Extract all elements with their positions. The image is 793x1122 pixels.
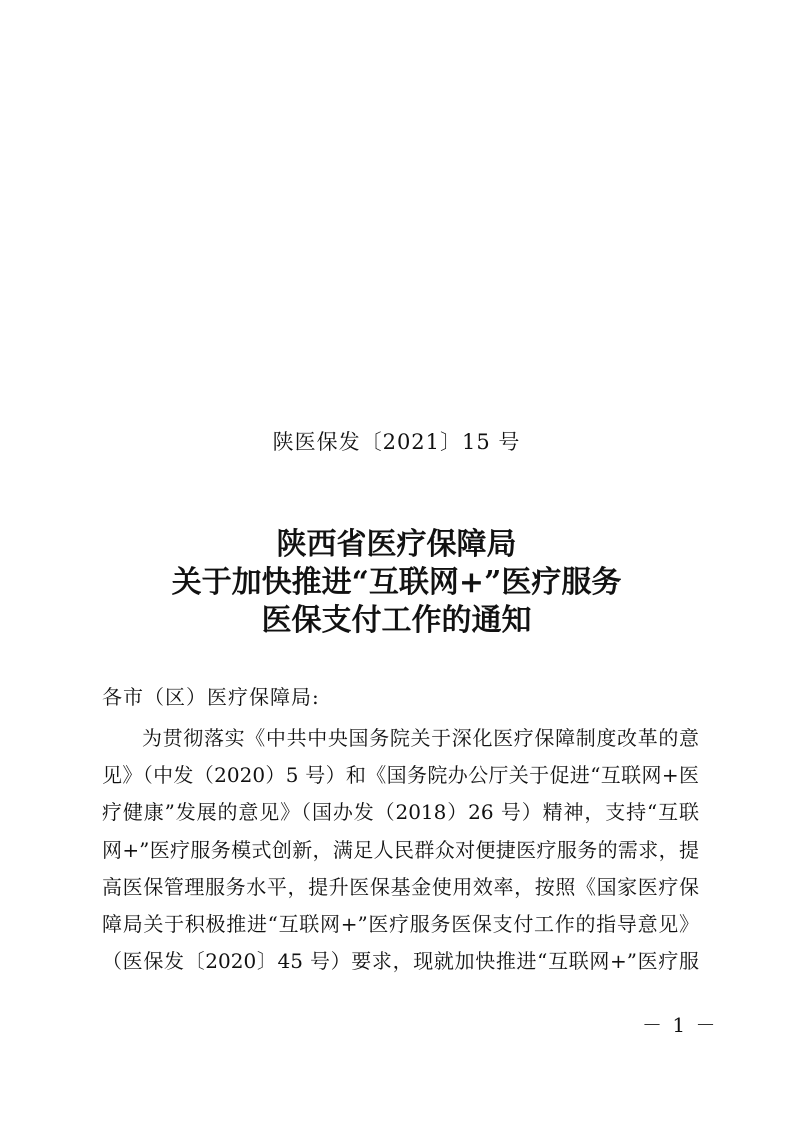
- page-number: － 1 －: [642, 1013, 718, 1037]
- body-line-7: （医保发〔2020〕45 号）要求，现就加快推进“互联网+”医疗服: [102, 949, 699, 974]
- body-paragraph: [102, 720, 699, 980]
- title-line-3: 医保支付工作的通知: [261, 603, 532, 638]
- body-line-2: 见》（中发（2020）5 号）和《国务院办公厅关于促进“互联网+医: [102, 763, 699, 788]
- body-line-5: 高医保管理服务水平，提升医保基金使用效率，按照《国家医疗保: [102, 874, 699, 899]
- salutation: 各市（区）医疗保障局:: [102, 685, 320, 709]
- body-line-4: 网+”医疗服务模式创新，满足人民群众对便捷医疗服务的需求，提: [102, 837, 699, 862]
- title-line-2: 关于加快推进“互联网+”医疗服务: [171, 565, 622, 600]
- body-line-1: 为贯彻落实《中共中央国务院关于深化医疗保障制度改革的意: [142, 726, 699, 750]
- title-line-1: 陕西省医疗保障局: [276, 527, 517, 562]
- document-number: 陕医保发〔2021〕15 号: [272, 430, 521, 454]
- body-line-6: 障局关于积极推进“互联网+”医疗服务医保支付工作的指导意见》: [102, 911, 699, 936]
- body-line-3: 疗健康”发展的意见》（国办发（2018）26 号）精神，支持“互联: [102, 800, 699, 825]
- document-title: [0, 526, 793, 640]
